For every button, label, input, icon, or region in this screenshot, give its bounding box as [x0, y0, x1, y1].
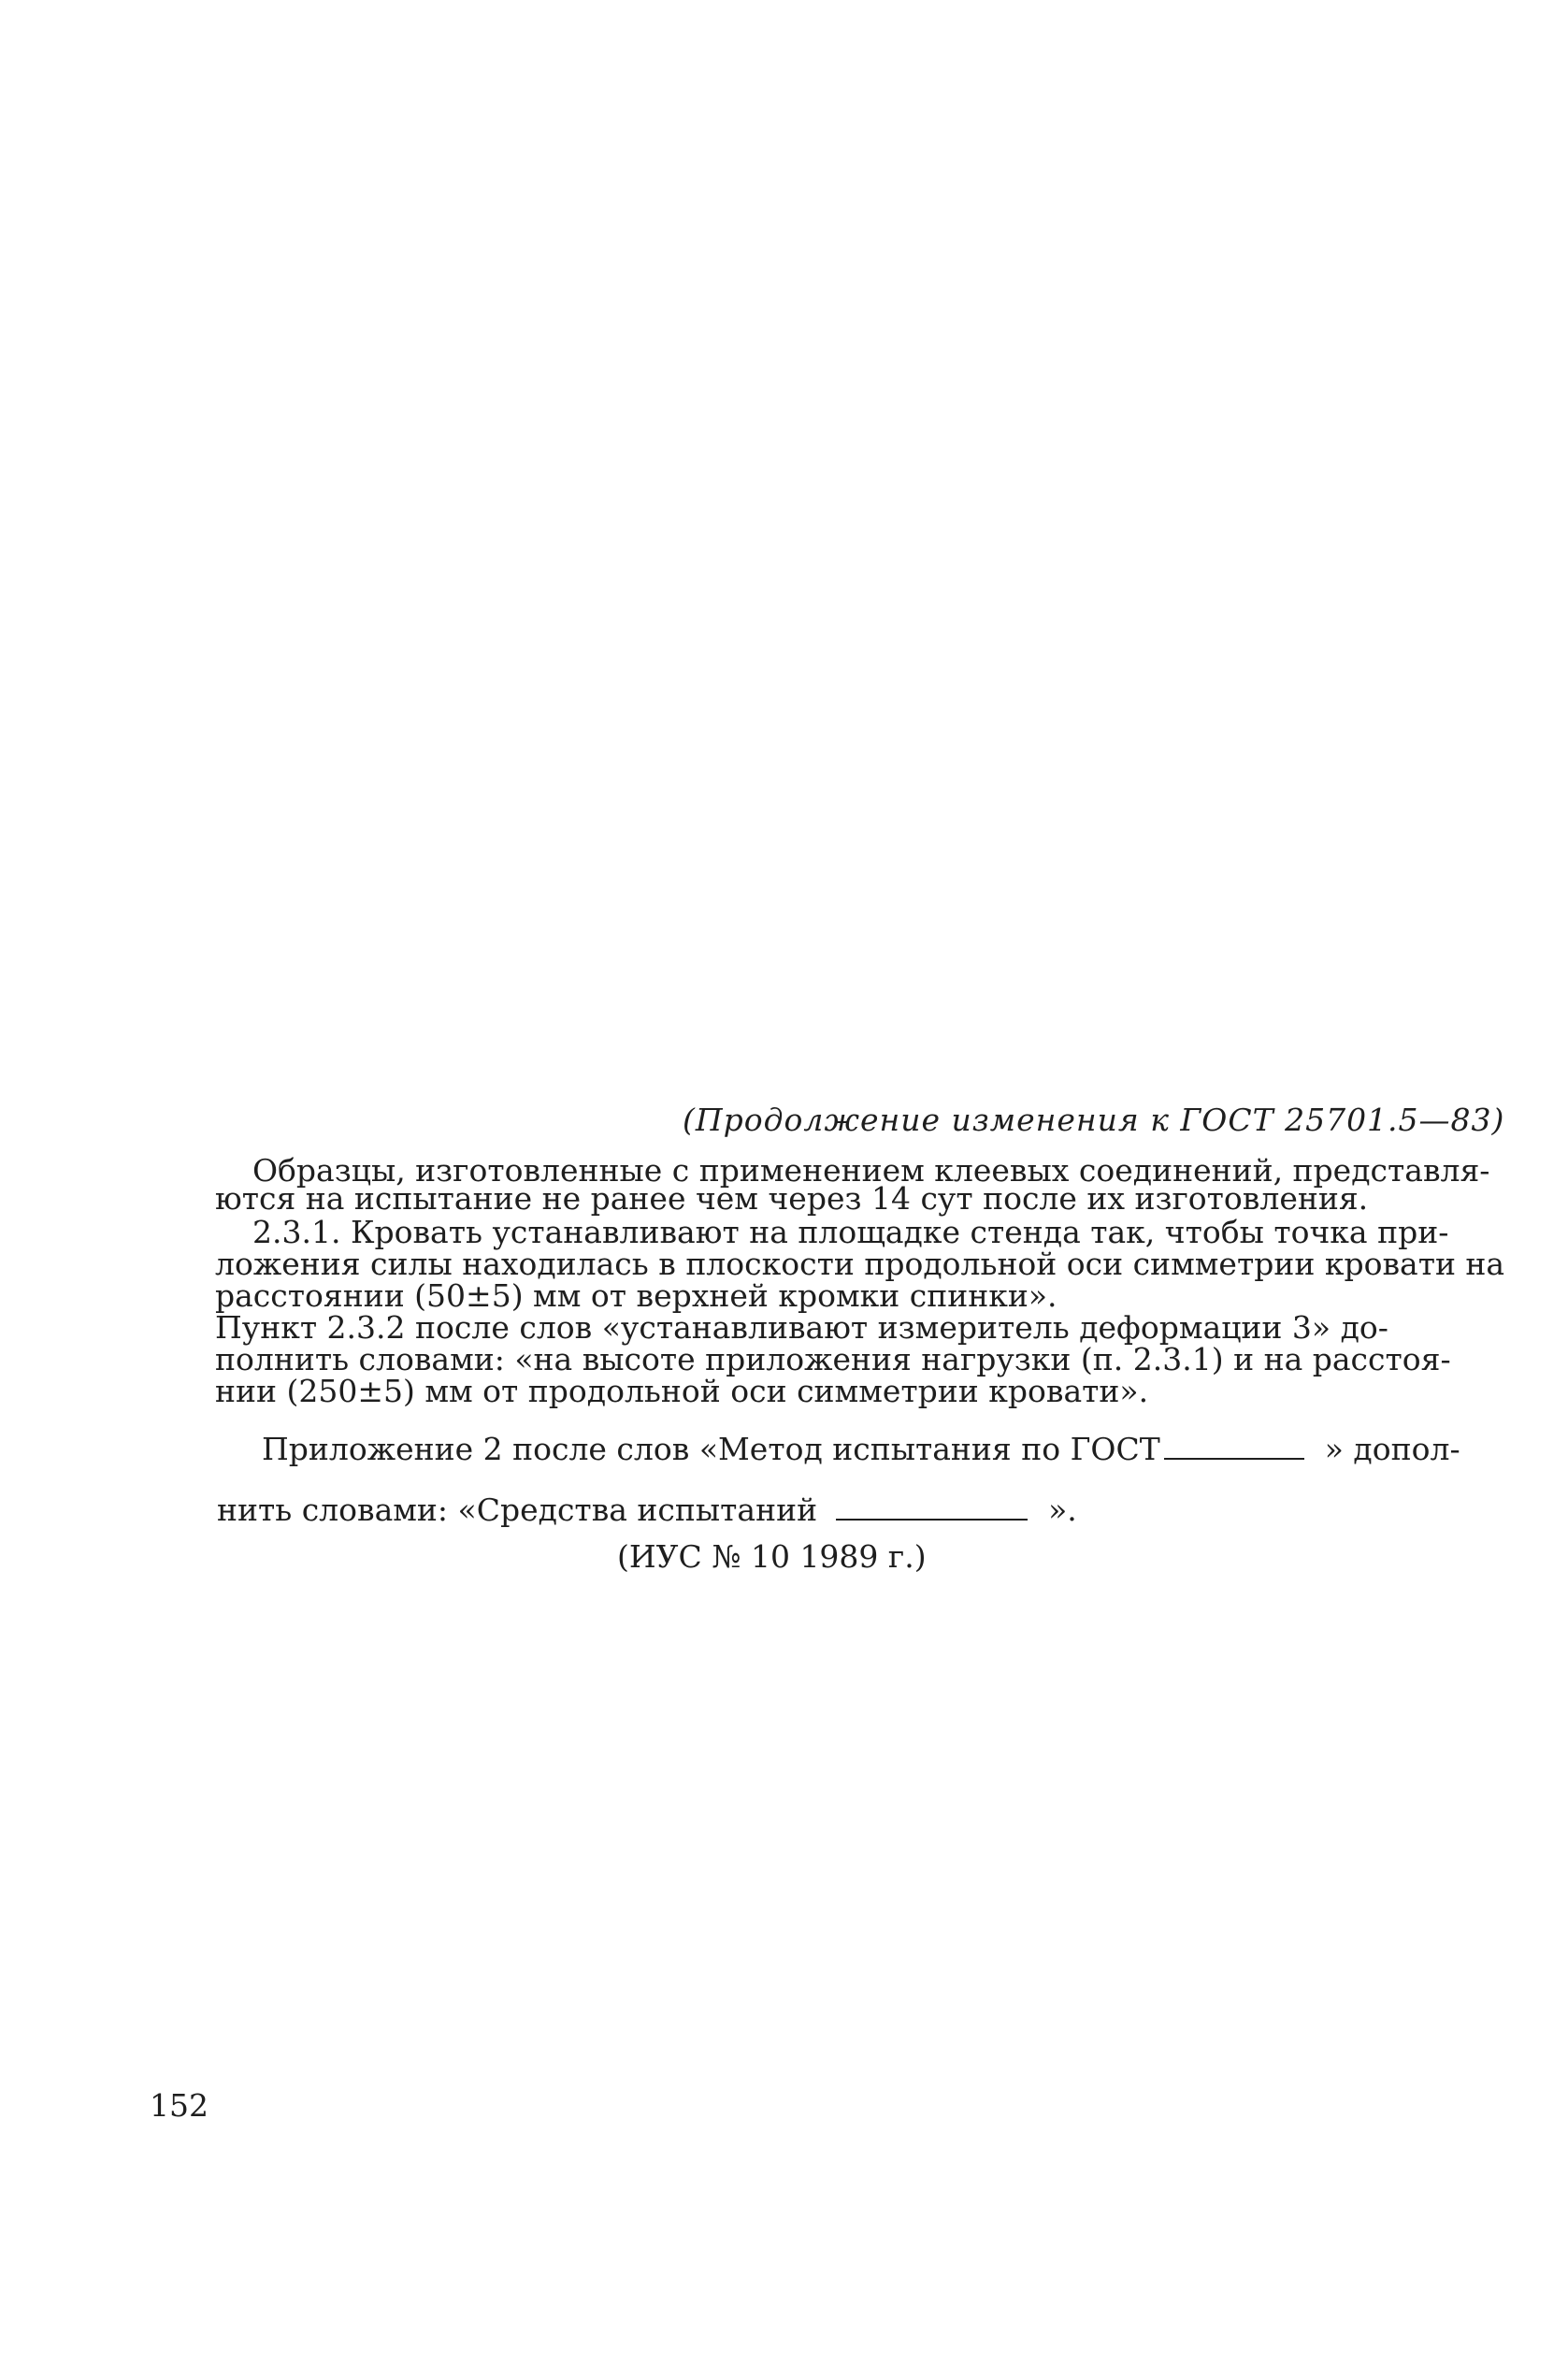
paragraph-2-line-2: ложения силы находилась в плоскости продольной оси симметрии кровати на: [215, 1246, 1505, 1282]
paragraph-4-line-2-after: ».: [1048, 1492, 1077, 1528]
paragraph-1-line-1: Образцы, изготовленные с применением клеевых соединений, представля-: [252, 1152, 1490, 1189]
continuation-header: (Продолжение изменения к ГОСТ 25701.5—83): [683, 1102, 1505, 1138]
source-note: (ИУС № 10 1989 г.): [617, 1538, 927, 1575]
paragraph-4-line-2: [217, 1492, 1077, 1529]
paragraph-3-line-3: нии (250±5) мм от продольной оси симметрии кровати».: [215, 1373, 1149, 1409]
paragraph-3-line-1: Пункт 2.3.2 после слов «устанавливают измеритель деформации 3» до-: [215, 1309, 1388, 1346]
paragraph-2-line-1: 2.3.1. Кровать устанавливают на площадке стенда так, чтобы точка при-: [252, 1214, 1449, 1250]
blank-line: [1164, 1439, 1304, 1460]
paragraph-4-line-1-after: » допол-: [1324, 1431, 1460, 1467]
page-number: 152: [150, 2087, 209, 2124]
paragraph-3-line-2: полнить словами: «на высоте приложения нагрузки (п. 2.3.1) и на расстоя-: [215, 1341, 1451, 1377]
paragraph-2-line-3: расстоянии (50±5) мм от верхней кромки спинки».: [215, 1277, 1057, 1314]
blank-line: [836, 1500, 1028, 1521]
paragraph-1-line-2: ются на испытание не ранее чем через 14 сут после их изготовления.: [215, 1180, 1369, 1217]
paragraph-4-line-1-before: Приложение 2 после слов «Метод испытания по ГОСТ: [262, 1431, 1160, 1467]
paragraph-4-line-1: [262, 1431, 1460, 1468]
paragraph-4-line-2-before: нить словами: «Средства испытаний: [217, 1492, 818, 1528]
